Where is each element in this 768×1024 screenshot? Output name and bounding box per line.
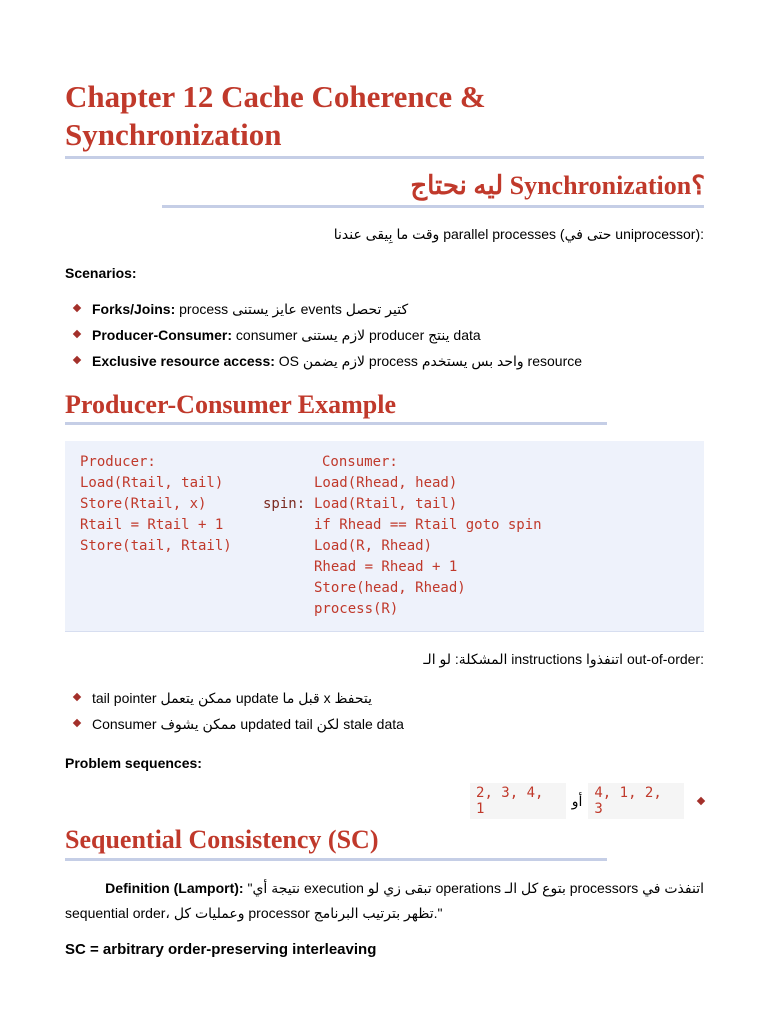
code-line: Load(Rtail, tail) [80,475,224,491]
code-line: Load(Rtail, tail) [314,496,458,512]
bullet-diamond-icon [73,330,81,338]
problem-text: tail pointer ممكن يتعمل update قبل ما x يتحفظ [92,690,373,706]
scenarios-list [72,300,582,378]
definition-label: Definition (Lamport): [105,880,244,896]
code-line: Store(tail, Rtail) [80,538,232,554]
sc-statement: SC = arbitrary order-preserving interleaving [65,941,377,958]
problem-sequences-row [470,785,704,817]
bullet-diamond-icon [697,797,705,805]
section-heading-why-sync: ليه نحتاج Synchronization؟ [410,171,705,200]
problem-text: Consumer ممكن يشوف updated tail لكن stale data [92,716,404,732]
list-item [72,715,404,733]
code-line: Rhead = Rhead + 1 [314,559,458,575]
sequence-code: 2, 3, 4, 1 [470,783,566,819]
scenario-label: Exclusive resource access: [92,353,275,369]
page-title: Chapter 12 Cache Coherence & Synchronization [65,79,486,152]
code-block [65,441,704,632]
scenario-label: Producer-Consumer: [92,327,233,343]
problems-list [72,689,404,741]
section-heading-producer-consumer: Producer-Consumer Example [65,390,396,419]
bullet-diamond-icon [73,356,81,364]
definition-line-2: sequential order، وعمليات كل processor تظهر بترتيب البرنامج." [65,905,443,921]
code-label-spin: spin: [263,496,306,512]
scenario-label: Forks/Joins: [92,301,176,317]
list-item [72,326,582,344]
sequence-code: 4, 1, 2, 3 [588,783,684,819]
code-line: Store(head, Rhead) [314,580,466,596]
code-line: Load(Rhead, head) [314,475,458,491]
list-item [72,352,582,370]
section-divider [65,858,607,861]
scenario-text: process عايز يستنى events كتير تحصل [175,301,409,317]
section-heading-sc: Sequential Consistency (SC) [65,825,379,854]
intro-paragraph: وقت ما بِيقى عندنا parallel processes (حتى في uniprocessor): [333,226,704,242]
scenarios-label: Scenarios: [65,265,137,281]
code-line: Rtail = Rtail + 1 [80,517,224,533]
code-line: Consumer: [322,454,398,470]
code-line: if Rhead == Rtail goto spin [314,517,542,533]
sequence-or: أو [571,793,583,809]
code-line: Store(Rtail, x) [80,496,207,512]
problem-sequences-label: Problem sequences: [65,755,202,771]
bullet-diamond-icon [73,304,81,312]
bullet-diamond-icon [73,693,81,701]
bullet-diamond-icon [73,719,81,727]
title-divider [65,156,704,159]
code-line: Load(R, Rhead) [314,538,433,554]
definition-line [65,879,704,897]
scenario-text: consumer لازم يستنى producer ينتج data [232,327,481,343]
section-divider [65,422,607,425]
problem-paragraph: المشكلة: لو الـ instructions اتنفذوا out-of-order: [423,651,704,667]
list-item [72,300,582,318]
code-line: process(R) [314,601,399,617]
code-line: Producer: [80,454,156,470]
scenario-text: OS لازم يضمن process واحد بس يستخدم resource [274,353,583,369]
list-item [72,689,404,707]
definition-text: "نتيجة أي execution تبقى زي لو operations بتوع كل الـ processors اتنفذت في [243,880,704,896]
section-divider [162,205,704,208]
